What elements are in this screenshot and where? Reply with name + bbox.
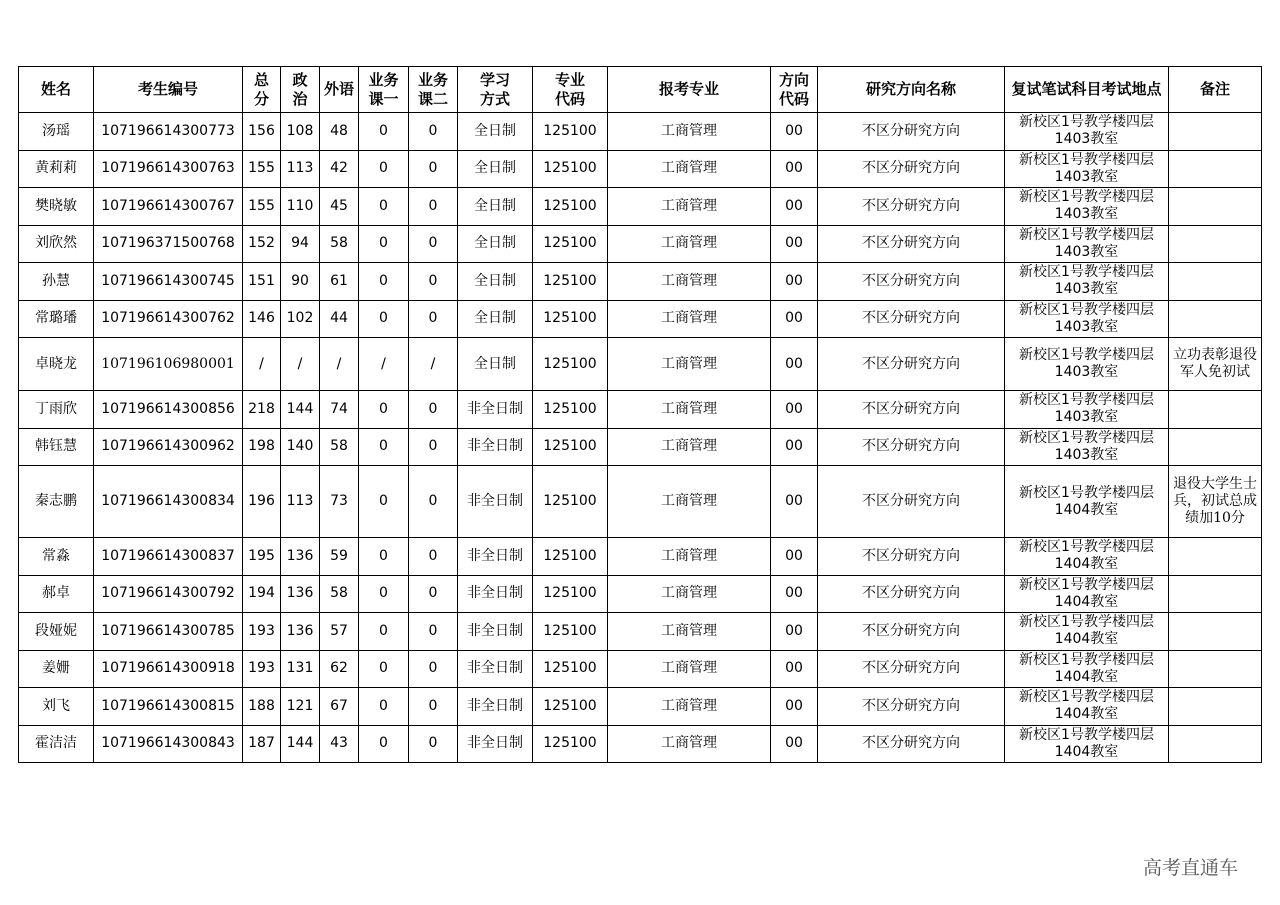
cell-course2: 0 bbox=[409, 263, 458, 301]
table-header-row bbox=[19, 67, 1262, 113]
cell-name: 姜姗 bbox=[19, 650, 94, 688]
cell-major: 工商管理 bbox=[608, 575, 771, 613]
cell-major: 工商管理 bbox=[608, 188, 771, 226]
cell-remarks bbox=[1169, 113, 1262, 151]
cell-exam-id: 107196614300856 bbox=[94, 391, 243, 429]
cell-major: 工商管理 bbox=[608, 113, 771, 151]
table-row bbox=[19, 338, 1262, 391]
cell-exam-id: 107196614300767 bbox=[94, 188, 243, 226]
cell-major: 工商管理 bbox=[608, 688, 771, 726]
cell-name: 段娅妮 bbox=[19, 613, 94, 651]
cell-course2: 0 bbox=[409, 688, 458, 726]
cell-remarks bbox=[1169, 150, 1262, 188]
cell-major-code: 125100 bbox=[533, 575, 608, 613]
cell-location: 新校区1号教学楼四层1404教室 bbox=[1005, 725, 1169, 763]
cell-name: 常璐璠 bbox=[19, 300, 94, 338]
cell-exam-id: 107196614300762 bbox=[94, 300, 243, 338]
cell-location: 新校区1号教学楼四层1403教室 bbox=[1005, 188, 1169, 226]
cell-politics: 110 bbox=[281, 188, 320, 226]
cell-course1: 0 bbox=[359, 428, 409, 466]
watermark-text: 高考直通车 bbox=[1143, 857, 1239, 879]
cell-course2: 0 bbox=[409, 300, 458, 338]
table-row bbox=[19, 575, 1262, 613]
cell-foreign-lang: 67 bbox=[320, 688, 359, 726]
cell-location: 新校区1号教学楼四层1404教室 bbox=[1005, 650, 1169, 688]
cell-direction-name: 不区分研究方向 bbox=[818, 725, 1005, 763]
cell-exam-id: 107196614300962 bbox=[94, 428, 243, 466]
cell-major: 工商管理 bbox=[608, 263, 771, 301]
cell-course1: 0 bbox=[359, 613, 409, 651]
table-row bbox=[19, 725, 1262, 763]
table-row bbox=[19, 428, 1262, 466]
cell-study-mode: 非全日制 bbox=[458, 613, 533, 651]
cell-study-mode: 非全日制 bbox=[458, 466, 533, 538]
cell-direction-code: 00 bbox=[771, 225, 818, 263]
cell-major: 工商管理 bbox=[608, 466, 771, 538]
cell-name: 卓晓龙 bbox=[19, 338, 94, 391]
cell-direction-code: 00 bbox=[771, 113, 818, 151]
cell-study-mode: 全日制 bbox=[458, 188, 533, 226]
cell-study-mode: 非全日制 bbox=[458, 391, 533, 429]
cell-major-code: 125100 bbox=[533, 225, 608, 263]
cell-exam-id: 107196614300792 bbox=[94, 575, 243, 613]
cell-direction-name: 不区分研究方向 bbox=[818, 391, 1005, 429]
table-row bbox=[19, 391, 1262, 429]
cell-name: 刘欣然 bbox=[19, 225, 94, 263]
cell-course2: 0 bbox=[409, 188, 458, 226]
cell-course1: 0 bbox=[359, 113, 409, 151]
cell-politics: 136 bbox=[281, 613, 320, 651]
cell-location: 新校区1号教学楼四层1404教室 bbox=[1005, 466, 1169, 538]
cell-total: 146 bbox=[243, 300, 281, 338]
cell-total: 155 bbox=[243, 150, 281, 188]
cell-major-code: 125100 bbox=[533, 538, 608, 576]
cell-course2: 0 bbox=[409, 225, 458, 263]
cell-direction-name: 不区分研究方向 bbox=[818, 338, 1005, 391]
cell-name: 樊晓敏 bbox=[19, 188, 94, 226]
cell-politics: 121 bbox=[281, 688, 320, 726]
cell-study-mode: 非全日制 bbox=[458, 650, 533, 688]
cell-major: 工商管理 bbox=[608, 725, 771, 763]
cell-course1: 0 bbox=[359, 225, 409, 263]
cell-direction-code: 00 bbox=[771, 613, 818, 651]
cell-foreign-lang: 45 bbox=[320, 188, 359, 226]
cell-politics: / bbox=[281, 338, 320, 391]
cell-remarks bbox=[1169, 688, 1262, 726]
cell-direction-name: 不区分研究方向 bbox=[818, 263, 1005, 301]
cell-direction-name: 不区分研究方向 bbox=[818, 188, 1005, 226]
cell-total: 156 bbox=[243, 113, 281, 151]
cell-remarks bbox=[1169, 650, 1262, 688]
cell-politics: 144 bbox=[281, 725, 320, 763]
cell-direction-code: 00 bbox=[771, 338, 818, 391]
cell-direction-code: 00 bbox=[771, 428, 818, 466]
cell-politics: 94 bbox=[281, 225, 320, 263]
cell-name: 郝卓 bbox=[19, 575, 94, 613]
cell-politics: 102 bbox=[281, 300, 320, 338]
cell-course2: 0 bbox=[409, 150, 458, 188]
cell-remarks bbox=[1169, 263, 1262, 301]
cell-course2: 0 bbox=[409, 575, 458, 613]
cell-name: 孙慧 bbox=[19, 263, 94, 301]
cell-remarks bbox=[1169, 225, 1262, 263]
cell-exam-id: 107196614300745 bbox=[94, 263, 243, 301]
cell-direction-name: 不区分研究方向 bbox=[818, 650, 1005, 688]
admission-list-table bbox=[18, 66, 1262, 763]
cell-course1: 0 bbox=[359, 150, 409, 188]
cell-remarks bbox=[1169, 613, 1262, 651]
cell-major-code: 125100 bbox=[533, 613, 608, 651]
cell-foreign-lang: 57 bbox=[320, 613, 359, 651]
cell-direction-code: 00 bbox=[771, 150, 818, 188]
cell-course1: 0 bbox=[359, 263, 409, 301]
cell-course2: 0 bbox=[409, 538, 458, 576]
cell-politics: 131 bbox=[281, 650, 320, 688]
header-politics: 政 治 bbox=[281, 67, 320, 113]
cell-course1: / bbox=[359, 338, 409, 391]
table-row bbox=[19, 466, 1262, 538]
cell-course2: / bbox=[409, 338, 458, 391]
cell-remarks: 立功表彰退役军人免初试 bbox=[1169, 338, 1262, 391]
cell-foreign-lang: 62 bbox=[320, 650, 359, 688]
cell-direction-code: 00 bbox=[771, 725, 818, 763]
cell-politics: 144 bbox=[281, 391, 320, 429]
cell-foreign-lang: 44 bbox=[320, 300, 359, 338]
cell-course1: 0 bbox=[359, 188, 409, 226]
cell-major: 工商管理 bbox=[608, 225, 771, 263]
cell-politics: 113 bbox=[281, 150, 320, 188]
cell-direction-code: 00 bbox=[771, 300, 818, 338]
table-row bbox=[19, 613, 1262, 651]
cell-exam-id: 107196614300834 bbox=[94, 466, 243, 538]
cell-direction-code: 00 bbox=[771, 263, 818, 301]
cell-exam-id: 107196614300773 bbox=[94, 113, 243, 151]
cell-exam-id: 107196614300815 bbox=[94, 688, 243, 726]
cell-direction-code: 00 bbox=[771, 466, 818, 538]
cell-total: 218 bbox=[243, 391, 281, 429]
cell-course1: 0 bbox=[359, 575, 409, 613]
cell-major: 工商管理 bbox=[608, 538, 771, 576]
header-location: 复试笔试科目考试地点 bbox=[1005, 67, 1169, 113]
cell-major-code: 125100 bbox=[533, 338, 608, 391]
cell-total: 155 bbox=[243, 188, 281, 226]
cell-direction-name: 不区分研究方向 bbox=[818, 150, 1005, 188]
cell-course1: 0 bbox=[359, 391, 409, 429]
cell-major: 工商管理 bbox=[608, 650, 771, 688]
cell-major-code: 125100 bbox=[533, 150, 608, 188]
cell-major: 工商管理 bbox=[608, 150, 771, 188]
header-direction-code: 方向 代码 bbox=[771, 67, 818, 113]
cell-direction-name: 不区分研究方向 bbox=[818, 300, 1005, 338]
cell-remarks bbox=[1169, 428, 1262, 466]
cell-study-mode: 全日制 bbox=[458, 113, 533, 151]
cell-location: 新校区1号教学楼四层1403教室 bbox=[1005, 391, 1169, 429]
cell-remarks bbox=[1169, 538, 1262, 576]
cell-study-mode: 非全日制 bbox=[458, 428, 533, 466]
cell-location: 新校区1号教学楼四层1404教室 bbox=[1005, 688, 1169, 726]
cell-exam-id: 107196614300763 bbox=[94, 150, 243, 188]
header-course1: 业务 课一 bbox=[359, 67, 409, 113]
cell-exam-id: 107196106980001 bbox=[94, 338, 243, 391]
cell-remarks bbox=[1169, 725, 1262, 763]
cell-foreign-lang: 42 bbox=[320, 150, 359, 188]
cell-major-code: 125100 bbox=[533, 300, 608, 338]
cell-study-mode: 全日制 bbox=[458, 225, 533, 263]
cell-politics: 136 bbox=[281, 538, 320, 576]
cell-study-mode: 全日制 bbox=[458, 150, 533, 188]
cell-course1: 0 bbox=[359, 538, 409, 576]
table-row bbox=[19, 113, 1262, 151]
cell-direction-name: 不区分研究方向 bbox=[818, 688, 1005, 726]
cell-direction-code: 00 bbox=[771, 575, 818, 613]
cell-location: 新校区1号教学楼四层1403教室 bbox=[1005, 300, 1169, 338]
cell-total: 187 bbox=[243, 725, 281, 763]
table-row bbox=[19, 188, 1262, 226]
cell-foreign-lang: 73 bbox=[320, 466, 359, 538]
header-remarks: 备注 bbox=[1169, 67, 1262, 113]
cell-major: 工商管理 bbox=[608, 338, 771, 391]
cell-course2: 0 bbox=[409, 428, 458, 466]
cell-location: 新校区1号教学楼四层1404教室 bbox=[1005, 613, 1169, 651]
cell-course2: 0 bbox=[409, 650, 458, 688]
cell-foreign-lang: 59 bbox=[320, 538, 359, 576]
cell-direction-name: 不区分研究方向 bbox=[818, 538, 1005, 576]
cell-total: 193 bbox=[243, 650, 281, 688]
cell-direction-name: 不区分研究方向 bbox=[818, 613, 1005, 651]
cell-location: 新校区1号教学楼四层1403教室 bbox=[1005, 150, 1169, 188]
table-row bbox=[19, 538, 1262, 576]
cell-total: 196 bbox=[243, 466, 281, 538]
cell-total: 152 bbox=[243, 225, 281, 263]
cell-direction-code: 00 bbox=[771, 688, 818, 726]
cell-course1: 0 bbox=[359, 466, 409, 538]
cell-name: 刘飞 bbox=[19, 688, 94, 726]
cell-exam-id: 107196371500768 bbox=[94, 225, 243, 263]
cell-location: 新校区1号教学楼四层1403教室 bbox=[1005, 113, 1169, 151]
cell-remarks bbox=[1169, 188, 1262, 226]
cell-politics: 90 bbox=[281, 263, 320, 301]
cell-foreign-lang: 43 bbox=[320, 725, 359, 763]
cell-major: 工商管理 bbox=[608, 391, 771, 429]
cell-remarks: 退役大学生士兵，初试总成绩加10分 bbox=[1169, 466, 1262, 538]
cell-location: 新校区1号教学楼四层1403教室 bbox=[1005, 428, 1169, 466]
cell-direction-code: 00 bbox=[771, 650, 818, 688]
cell-major-code: 125100 bbox=[533, 391, 608, 429]
cell-major-code: 125100 bbox=[533, 428, 608, 466]
cell-exam-id: 107196614300918 bbox=[94, 650, 243, 688]
cell-foreign-lang: / bbox=[320, 338, 359, 391]
cell-major-code: 125100 bbox=[533, 688, 608, 726]
cell-major: 工商管理 bbox=[608, 613, 771, 651]
cell-major: 工商管理 bbox=[608, 300, 771, 338]
cell-major: 工商管理 bbox=[608, 428, 771, 466]
cell-exam-id: 107196614300837 bbox=[94, 538, 243, 576]
cell-study-mode: 非全日制 bbox=[458, 725, 533, 763]
cell-foreign-lang: 61 bbox=[320, 263, 359, 301]
table-row bbox=[19, 150, 1262, 188]
header-name: 姓名 bbox=[19, 67, 94, 113]
cell-direction-code: 00 bbox=[771, 188, 818, 226]
cell-direction-name: 不区分研究方向 bbox=[818, 113, 1005, 151]
cell-name: 秦志鹏 bbox=[19, 466, 94, 538]
cell-total: 188 bbox=[243, 688, 281, 726]
cell-total: 194 bbox=[243, 575, 281, 613]
cell-politics: 113 bbox=[281, 466, 320, 538]
cell-study-mode: 非全日制 bbox=[458, 688, 533, 726]
cell-name: 丁雨欣 bbox=[19, 391, 94, 429]
cell-foreign-lang: 48 bbox=[320, 113, 359, 151]
cell-name: 汤瑶 bbox=[19, 113, 94, 151]
cell-name: 黄莉莉 bbox=[19, 150, 94, 188]
cell-foreign-lang: 58 bbox=[320, 575, 359, 613]
cell-exam-id: 107196614300785 bbox=[94, 613, 243, 651]
cell-course2: 0 bbox=[409, 725, 458, 763]
cell-major-code: 125100 bbox=[533, 188, 608, 226]
cell-course2: 0 bbox=[409, 613, 458, 651]
cell-location: 新校区1号教学楼四层1404教室 bbox=[1005, 575, 1169, 613]
cell-foreign-lang: 58 bbox=[320, 225, 359, 263]
header-course2: 业务 课二 bbox=[409, 67, 458, 113]
table-body bbox=[19, 113, 1262, 763]
cell-major-code: 125100 bbox=[533, 466, 608, 538]
cell-study-mode: 非全日制 bbox=[458, 538, 533, 576]
cell-direction-code: 00 bbox=[771, 538, 818, 576]
cell-politics: 108 bbox=[281, 113, 320, 151]
cell-name: 韩钰慧 bbox=[19, 428, 94, 466]
cell-direction-name: 不区分研究方向 bbox=[818, 575, 1005, 613]
cell-course1: 0 bbox=[359, 300, 409, 338]
cell-total: 195 bbox=[243, 538, 281, 576]
cell-total: 151 bbox=[243, 263, 281, 301]
header-major-code: 专业 代码 bbox=[533, 67, 608, 113]
table-row bbox=[19, 263, 1262, 301]
cell-location: 新校区1号教学楼四层1403教室 bbox=[1005, 263, 1169, 301]
cell-politics: 140 bbox=[281, 428, 320, 466]
cell-total: / bbox=[243, 338, 281, 391]
cell-course2: 0 bbox=[409, 113, 458, 151]
cell-remarks bbox=[1169, 300, 1262, 338]
cell-direction-name: 不区分研究方向 bbox=[818, 225, 1005, 263]
cell-direction-name: 不区分研究方向 bbox=[818, 428, 1005, 466]
cell-total: 193 bbox=[243, 613, 281, 651]
cell-location: 新校区1号教学楼四层1404教室 bbox=[1005, 538, 1169, 576]
cell-major-code: 125100 bbox=[533, 725, 608, 763]
cell-major-code: 125100 bbox=[533, 263, 608, 301]
cell-course1: 0 bbox=[359, 725, 409, 763]
header-foreign-lang: 外语 bbox=[320, 67, 359, 113]
cell-direction-name: 不区分研究方向 bbox=[818, 466, 1005, 538]
table-row bbox=[19, 688, 1262, 726]
cell-course1: 0 bbox=[359, 688, 409, 726]
cell-major-code: 125100 bbox=[533, 650, 608, 688]
header-major: 报考专业 bbox=[608, 67, 771, 113]
cell-location: 新校区1号教学楼四层1403教室 bbox=[1005, 338, 1169, 391]
cell-exam-id: 107196614300843 bbox=[94, 725, 243, 763]
cell-remarks bbox=[1169, 391, 1262, 429]
header-study-mode: 学习 方式 bbox=[458, 67, 533, 113]
cell-course2: 0 bbox=[409, 391, 458, 429]
cell-remarks bbox=[1169, 575, 1262, 613]
cell-study-mode: 非全日制 bbox=[458, 575, 533, 613]
table-row bbox=[19, 225, 1262, 263]
cell-name: 霍洁洁 bbox=[19, 725, 94, 763]
header-direction-name: 研究方向名称 bbox=[818, 67, 1005, 113]
cell-location: 新校区1号教学楼四层1403教室 bbox=[1005, 225, 1169, 263]
header-total: 总 分 bbox=[243, 67, 281, 113]
table-row bbox=[19, 650, 1262, 688]
header-exam-id: 考生编号 bbox=[94, 67, 243, 113]
cell-study-mode: 全日制 bbox=[458, 338, 533, 391]
cell-politics: 136 bbox=[281, 575, 320, 613]
cell-foreign-lang: 58 bbox=[320, 428, 359, 466]
cell-study-mode: 全日制 bbox=[458, 263, 533, 301]
cell-total: 198 bbox=[243, 428, 281, 466]
cell-name: 常淼 bbox=[19, 538, 94, 576]
table-row bbox=[19, 300, 1262, 338]
cell-course1: 0 bbox=[359, 650, 409, 688]
cell-foreign-lang: 74 bbox=[320, 391, 359, 429]
cell-course2: 0 bbox=[409, 466, 458, 538]
cell-study-mode: 全日制 bbox=[458, 300, 533, 338]
cell-direction-code: 00 bbox=[771, 391, 818, 429]
cell-major-code: 125100 bbox=[533, 113, 608, 151]
